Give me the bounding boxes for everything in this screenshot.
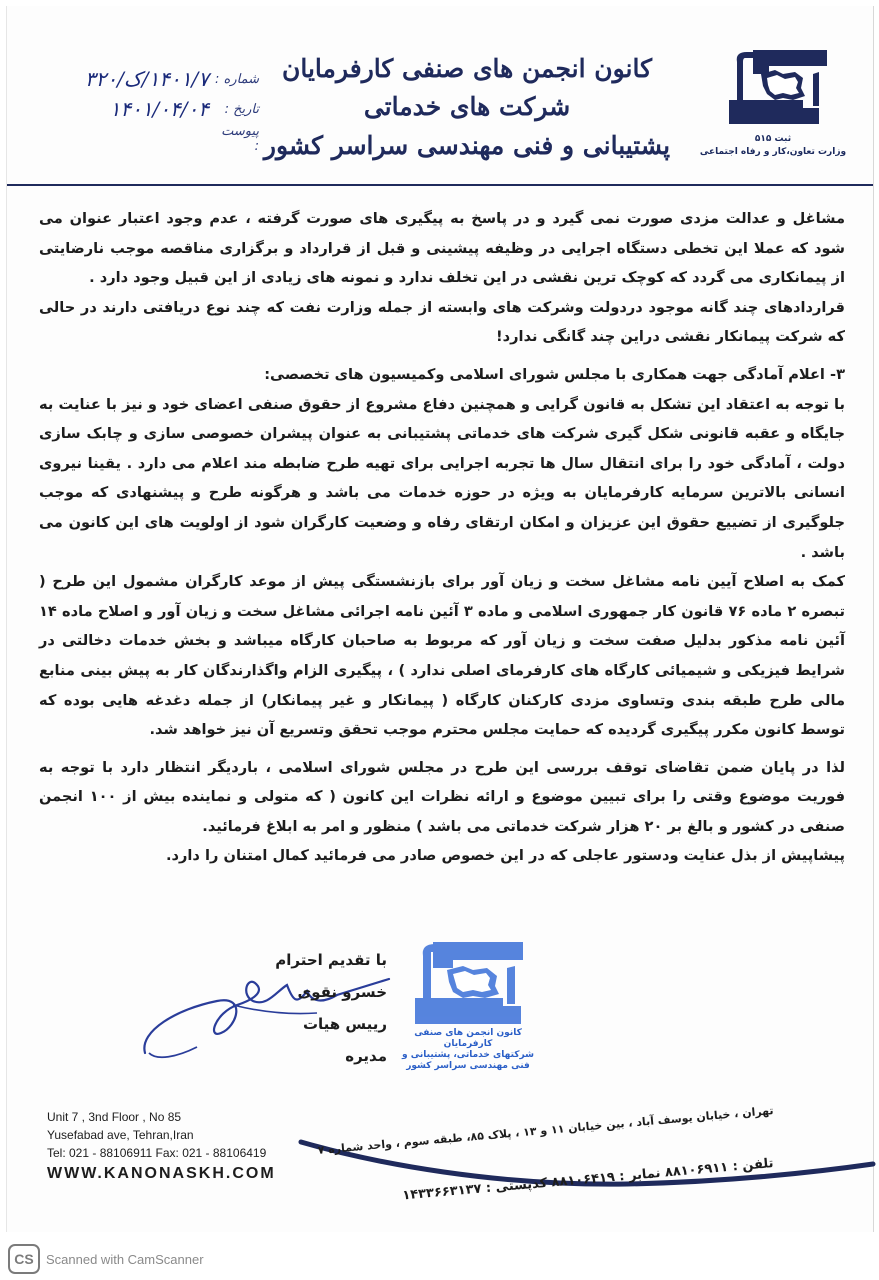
paragraph-2: قراردادهای چند گانه موجود دردولت وشرکت های وابسته از جمله وزارت نفت که چند نوع دریافتی دارند در حالی که شرکت پیمانکار نقشی دراین چند گانگی ندارد! [39,298,845,346]
camscanner-watermark-text: Scanned with CamScanner [46,1252,204,1267]
reference-block [59,64,259,154]
stamp-line-1: کانون انجمن های صنفی کارفرمایان [414,1028,522,1049]
date-row [59,94,259,124]
attachment-label: پیوست : [221,124,259,154]
letter-body [39,204,845,871]
signatory-role: رییس هیات مدیره [302,1015,387,1065]
paragraph-5: لذا در پایان ضمن تقاضای توقف بررسی این طرح در مجلس شورای اسلامی ، باردیگر انتظار دارد با توجه به فوریت موضوع وقتی را برای تبیین موضوع و ارائه نظرات این کانون ( که متولی و نماینده بیش از ۱۰۰ انجمن صنفی در کشور و بالغ بر ۲۰ هزار شرکت خدماتی می باشد ) منظور و امر به ابلاغ فرمائید. [39,758,845,835]
stamp-logo-icon [393,936,543,1028]
footer-address-line-2: Yusefabad ave, Tehran,Iran [47,1128,194,1142]
letter-sheet [6,6,874,1232]
date-value: ۱۴۰۱/۰۴/۰۴ [109,97,209,121]
stamp-line-2: شرکتهای خدماتی، پشتیبانی و [402,1050,534,1060]
footer-address-line-1: Unit 7 , 3nd Floor , No 85 [47,1110,182,1124]
closing-phrase: با تقدیم احترام [275,951,387,969]
paragraph-1: مشاغل و عدالت مزدی صورت نمی گیرد و در پاسخ به پیگیری های صورت گرفته ، عدم وجود اعتبار عنوان می شود که عملا این تخطی دستگاه اجرایی در وظیفه پیشینی و قبل از قرارداد و برگزاری مناقصه موجب نارضایتی از پیمانکاری می گردد که کوچک ترین نقشی در این تخلف ندارد و نمونه های زیادی از این قبیل وجود دارد . [39,210,845,287]
header-divider [7,184,873,186]
attachment-row [59,124,259,154]
org-title-line-2: پشتیبانی و فنی مهندسی سراسر کشور [263,131,671,160]
stamp-text [393,1028,543,1072]
org-title-line-1: کانون انجمن های صنفی کارفرمایان شرکت های خدماتی [282,54,652,121]
footer-persian-phones: تلفن : ۸۸۱۰۶۹۱۱ نمابر : ۸۸۱۰۶۴۱۹ کدپستی : ۱۴۳۳۶۶۳۱۳۷ [401,1156,774,1204]
footer-website: WWW.KANONASKH.COM [47,1165,276,1182]
organization-logo [699,44,847,157]
reference-number-value: ۱۴۰۱/۷/ک/۳۲۰ [84,67,209,91]
paragraph-3: با توجه به اعتقاد این تشکل به قانون گرایی و همچنین دفاع مشروع از حقوق صنفی اعضای خود و نیز با عنایت به جایگاه و عقبه قانونی شکل گیری شرکت های خدماتی پشتیبانی به عنوان پیشران خصوصی سازی و چابک سازی دولت ، آمادگی خود را برای انتقال سال ها تجربه اجرایی برای تهیه طرح ضابطه مند اعلام می دارد . یقینا نیروی انسانی بالاترین سرمایه کارفرمایان به ویژه در حوزه خدمات می باشد و هرگونه طرح و پیشنهادی که موجب جلوگیری از تضییع حقوق این عزیزان و امکان ارتقای رفاه و وضعیت کارگران شود از اولویت های این کانون می باشد . [39,395,845,561]
reference-number-row [59,64,259,94]
footer-phone-fax: Tel: 021 - 88106911 Fax: 021 - 88106419 [47,1146,267,1160]
reference-number-label: شماره : [215,71,259,87]
section-3-heading: ۳- اعلام آمادگی جهت همکاری با مجلس شورای اسلامی وکمیسیون های تخصصی: [264,365,845,383]
scanner-watermark-bar [0,1236,879,1280]
paragraph-6: پیشاپیش از بذل عنایت ودستور عاجلی که در این خصوص صادر می فرمائید کمال امتنان را دارد. [166,847,845,865]
logo-caption-registration: ثبت ۵۱۵ [754,134,792,144]
logo-mark-icon [723,44,833,130]
signatory-name: خسرو نقوی [297,983,387,1001]
official-stamp [393,936,543,1086]
date-label: تاریخ : [224,101,259,117]
stamp-line-3: فنی مهندسی سراسر کشور [406,1061,530,1071]
camscanner-logo-icon: CS [8,1244,40,1274]
signature-block [257,944,387,1072]
logo-caption-ministry: وزارت تعاون،کار و رفاه اجتماعی [699,147,847,157]
organization-title [257,50,677,166]
paragraph-4: کمک به اصلاح آیین نامه مشاغل سخت و زیان آور برای بازنشستگی پیش از موعد کارگران مشمول این طرح ( تبصره ۲ ماده ۷۶ قانون کار جمهوری اسلامی و ماده ۳ آئین نامه اجرائی مشاغل سخت و زیان آور و اصلاح ماده ۱۴ آئین نامه مذکور بدلیل صفت سخت و زیان آور که مربوط به صاحبان کارگاه میباشد و بخش خدمات دخالتی در شرایط فیزیکی و شیمیائی کارگاه های کارفرمای اصلی ندارد ) ، پیگیری الزام واگذارندگان کار به پیش بینی منابع مالی طرح طبقه بندی وتساوی مزدی کارکنان کارگاه ( پیمانکار و غیر پیمانکار) از جمله دغدغه هایی بوده که توسط کانون مکرر پیگیری گردیده که حمایت مجلس محترم موجب تحقق وتسریع آن نیز خواهد شد. [39,573,846,739]
footer-persian-address: تهران ، خیابان یوسف آباد ، بین خیابان ۱۱ و ۱۳ ، پلاک ۸۵، طبقه سوم ، واحد شماره ۷ [316,1104,774,1157]
